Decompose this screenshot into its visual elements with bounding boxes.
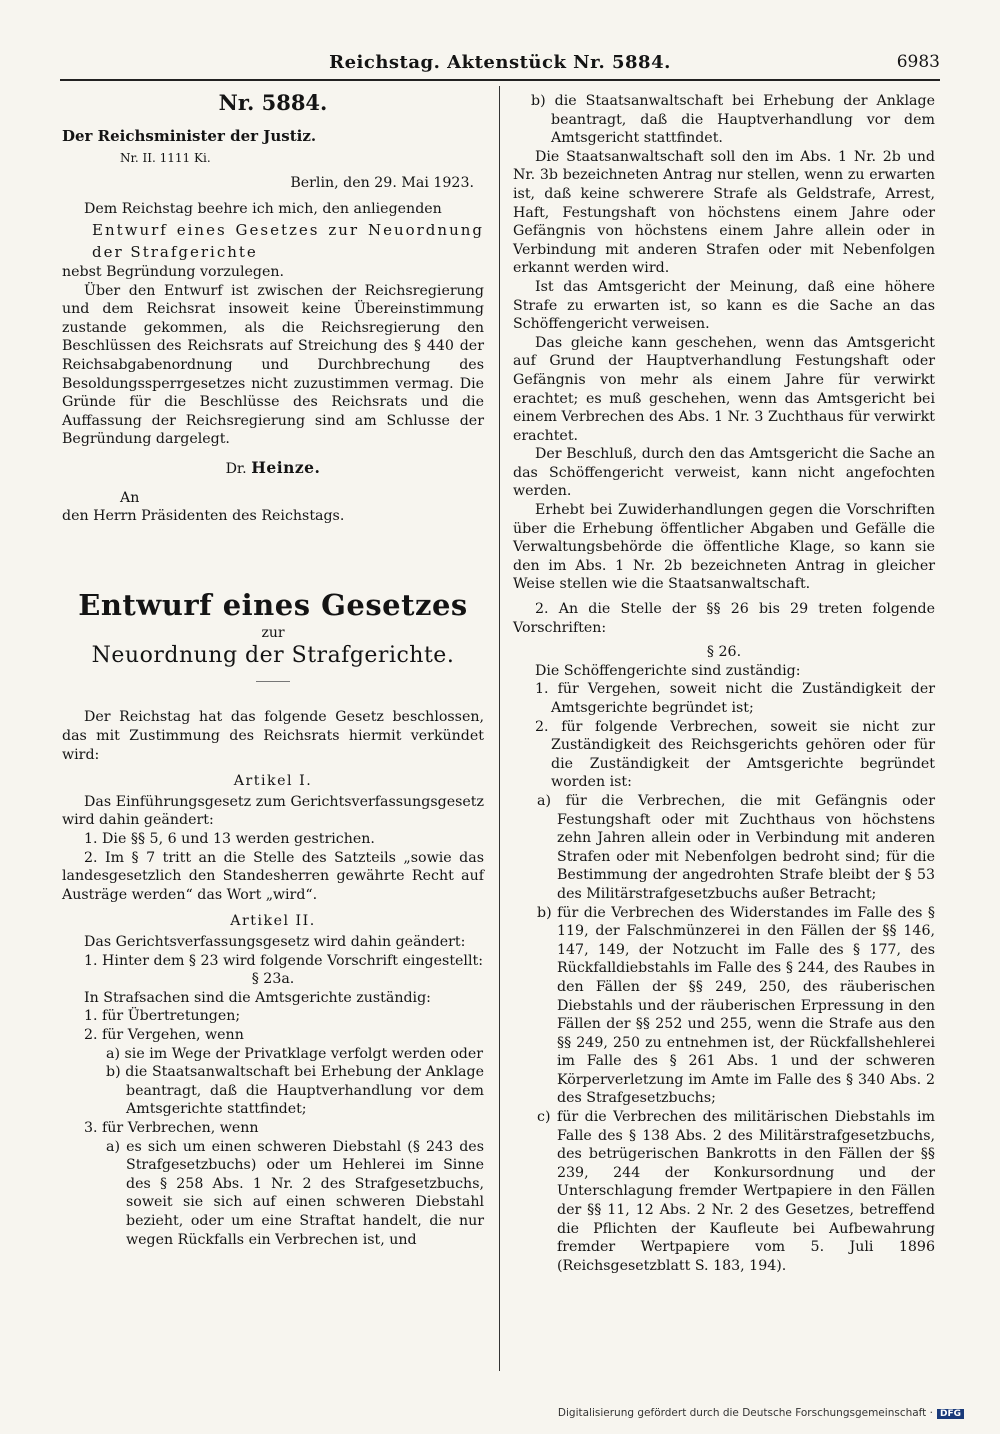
ornament-rule <box>256 681 290 682</box>
footer-text: Digitalisierung gefördert durch die Deutsche Forschungsgemeinschaft · <box>557 1407 933 1419</box>
signature-name: Heinze. <box>251 457 321 477</box>
section-23a-para-1: Die Staatsanwaltschaft soll den im Abs. 1 Nr. 2b und Nr. 3b bezeichneten Antrag nur stellen, wenn zu erwarten ist, daß keine schwerere Strafe als Geldstrafe, Arrest, Haft, Festungshaft von höchstens einem Jahre oder Gefängnis von höchstens einem Jahre allein oder in Verbindung mit anderen Strafen oder mit Nebenfolgen erkannt werden wird. <box>513 148 935 277</box>
section-26-lead: Die Schöffengerichte sind zuständig: <box>535 662 801 679</box>
header-rule <box>60 79 940 81</box>
section-26-point-2a: a) für die Verbrechen, die mit Gefängnis oder Festungshaft oder mit Zuchthaus von höchstens zehn Jahren allein oder in Verbindung mit anderen Strafen oder mit Nebenfolgen bedroht sind; für die Bestimmung der angedrohten Strafe bleibt der § 53 des Militärstrafgesetzbuchs außer Betracht; <box>537 792 935 902</box>
section-26-point-1: 1. für Vergehen, soweit nicht die Zuständigkeit der Amtsgerichte begründet ist; <box>535 681 935 716</box>
addressee: den Herrn Präsidenten des Reichstags. <box>62 508 345 525</box>
article-1-intro: Das Einführungsgesetz zum Gerichtsverfassungsgesetz wird dahin geändert: <box>62 793 484 829</box>
section-26-point-2b: b) für die Verbrechen des Widerstandes im Falle des § 119, der Falschmünzerei in den Fällen der §§ 146, 147, 149, der Notzucht im Falle des § 177, des Rückfalldiebstahls im Falle des § 244, des Raubes in den Fällen der §§ 249, 250, des räuberischen Diebstahls und der räuberischen Erpressung in den Fällen der §§ 252 und 255, wenn die Strafe aus den §§ 249, 250 zu entnehmen ist, der Rückfallshehlerei im Falle des § 261 Abs. 1 und der schweren Körperverletzung im Amte im Falle des § 340 Abs. 2 des Strafgesetzbuchs; <box>537 904 935 1107</box>
article-2-intro: Das Gerichtsverfassungsgesetz wird dahin geändert: <box>84 934 466 950</box>
article-1-heading: Artikel I. <box>233 773 313 790</box>
section-26-point-2: 2. für folgende Verbrechen, soweit sie nicht zur Zuständigkeit des Reichsgerichts gehören oder für die Zuständigkeit der Amtsgerichte begründet worden ist: <box>535 718 935 791</box>
article-2-item-1: 1. Hinter dem § 23 wird folgende Vorschrift eingestellt: <box>84 952 483 969</box>
section-23a-para-2: Ist das Amtsgericht der Meinung, daß eine höhere Strafe zu erwarten ist, so kann es die Sache an das Schöffengericht verweisen. <box>513 278 935 333</box>
section-23a: § 23a. <box>251 971 295 988</box>
article-2-item-2: 2. An die Stelle der §§ 26 bis 29 treten folgende Vorschriften: <box>513 601 935 636</box>
draft-subtitle: Neuordnung der Strafgerichte. <box>91 642 455 668</box>
section-23a-point-3b: b) die Staatsanwaltschaft bei Erhebung der Anklage beantragt, daß die Hauptverhandlung vor dem Amtsgericht stattfindet. <box>531 93 935 147</box>
section-23a-point-2: 2. für Vergehen, wenn <box>84 1026 244 1043</box>
digitization-footer <box>558 1407 964 1419</box>
section-23a-point-3a: a) es sich um einen schweren Diebstahl (§ 243 des Strafgesetzbuchs) oder um Hehlerei im Sinne des § 258 Abs. 1 Nr. 2 des Strafgesetzbuchs, soweit sie sich auf einen schweren Diebstahl bezieht, oder um eine Straftat handelt, die nur wegen Rückfalls ein Verbrechen ist, und <box>106 1138 484 1248</box>
section-23a-para-4: Der Beschluß, durch den das Amtsgericht die Sache an das Schöffengericht verweist, kann nicht angefochten werden. <box>513 446 935 500</box>
draft-zur: zur <box>261 625 285 642</box>
right-column <box>513 92 935 1275</box>
section-26: § 26. <box>706 644 742 661</box>
section-23a-lead: In Strafsachen sind die Amtsgerichte zuständig: <box>84 989 431 1006</box>
section-23a-point-3: 3. für Verbrechen, wenn <box>84 1119 259 1136</box>
section-26-point-2c: c) für die Verbrechen des militärischen Diebstahls im Falle des § 138 Abs. 2 des Militärstrafgesetzbuchs, des betrügerischen Bankrotts in den Fällen der §§ 239, 244 der Konkursordnung und der Unterschlagung fremder Wertpapiere in den Fällen der §§ 11, 12 Abs. 2 Nr. 2 des Gesetzes, betreffend die Pflichten der Kaufleute bei Aufbewahrung fremder Wertpapiere vom 5. Juli 1896 (Reichsgesetzblatt S. 183, 194). <box>537 1109 935 1274</box>
address-an: An <box>120 489 140 506</box>
article-1-item-2: 2. Im § 7 tritt an die Stelle des Satzteils „sowie das landesgesetzlich den Standesherren gewährte Recht auf Austräge werden“ das Wort „wird“. <box>62 849 484 903</box>
page-number: 6983 <box>896 52 940 72</box>
reference-number: Nr. II. 1111 Ki. <box>120 151 211 166</box>
draft-title: Entwurf eines Gesetzes <box>78 587 468 622</box>
letter-intro: Dem Reichstag beehre ich mich, den anliegenden <box>84 201 442 218</box>
preamble: Der Reichstag hat das folgende Gesetz beschlossen, das mit Zustimmung des Reichsrats hiermit verkündet wird: <box>62 709 484 763</box>
document-number: Nr. 5884. <box>218 90 328 115</box>
letter-intro-end: nebst Begründung vorzulegen. <box>62 263 285 280</box>
signature <box>62 459 484 479</box>
section-23a-para-5: Erhebt bei Zuwiderhandlungen gegen die Vorschriften über die Erhebung öffentlicher Abgaben und Gefälle die Verwaltungsbehörde die öffentliche Klage, so kann sie den im Abs. 1 Nr. 2b bezeichneten Antrag in gleicher Weise stellen wie die Staatsanwaltschaft. <box>513 502 935 593</box>
dfg-logo: DFG <box>937 1409 964 1419</box>
column-divider <box>499 86 500 1371</box>
left-column <box>62 92 484 1249</box>
header-title: Reichstag. Aktenstück Nr. 5884. <box>329 52 671 73</box>
article-1-item-1: 1. Die §§ 5, 6 und 13 werden gestrichen. <box>84 831 375 848</box>
letter-draft-title: Entwurf eines Gesetzes zur Neuordnung der Strafgerichte <box>92 220 484 261</box>
section-23a-point-1: 1. für Übertretungen; <box>84 1008 241 1025</box>
section-23a-point-2a: a) sie im Wege der Privatklage verfolgt werden oder <box>106 1045 483 1062</box>
letter-date: Berlin, den 29. Mai 1923. <box>290 174 474 191</box>
running-header <box>60 52 940 82</box>
letter-body: Über den Entwurf ist zwischen der Reichsregierung und dem Reichsrat insoweit keine Übereinstimmung zustande gekommen, als die Reichsregierung den Beschlüssen des Reichsrats auf Streichung des § 440 der Reichsabgabenordnung und Durchbrechung des Besoldungssperrgesetzes nicht zuzustimmen vermag. Die Gründe für die Beschlüsse des Reichsrats und die Auffassung der Reichsregierung sind am Schlusse der Begründung dargelegt. <box>62 282 484 448</box>
article-2-heading: Artikel II. <box>230 913 316 930</box>
section-23a-para-3: Das gleiche kann geschehen, wenn das Amtsgericht auf Grund der Hauptverhandlung Festungshaft oder Gefängnis von mehr als einem Jahre für verwirkt erachtet; es muß geschehen, wenn das Amtsgericht bei einem Verbrechen des Abs. 1 Nr. 3 Zuchthaus für verwirkt erachtet. <box>513 334 935 444</box>
signature-title: Dr. <box>225 460 247 477</box>
minister-heading: Der Reichsminister der Justiz. <box>62 126 317 145</box>
section-23a-point-2b: b) die Staatsanwaltschaft bei Erhebung der Anklage beantragt, daß die Hauptverhandlung vor dem Amtsgerichte stattfindet; <box>106 1064 484 1118</box>
